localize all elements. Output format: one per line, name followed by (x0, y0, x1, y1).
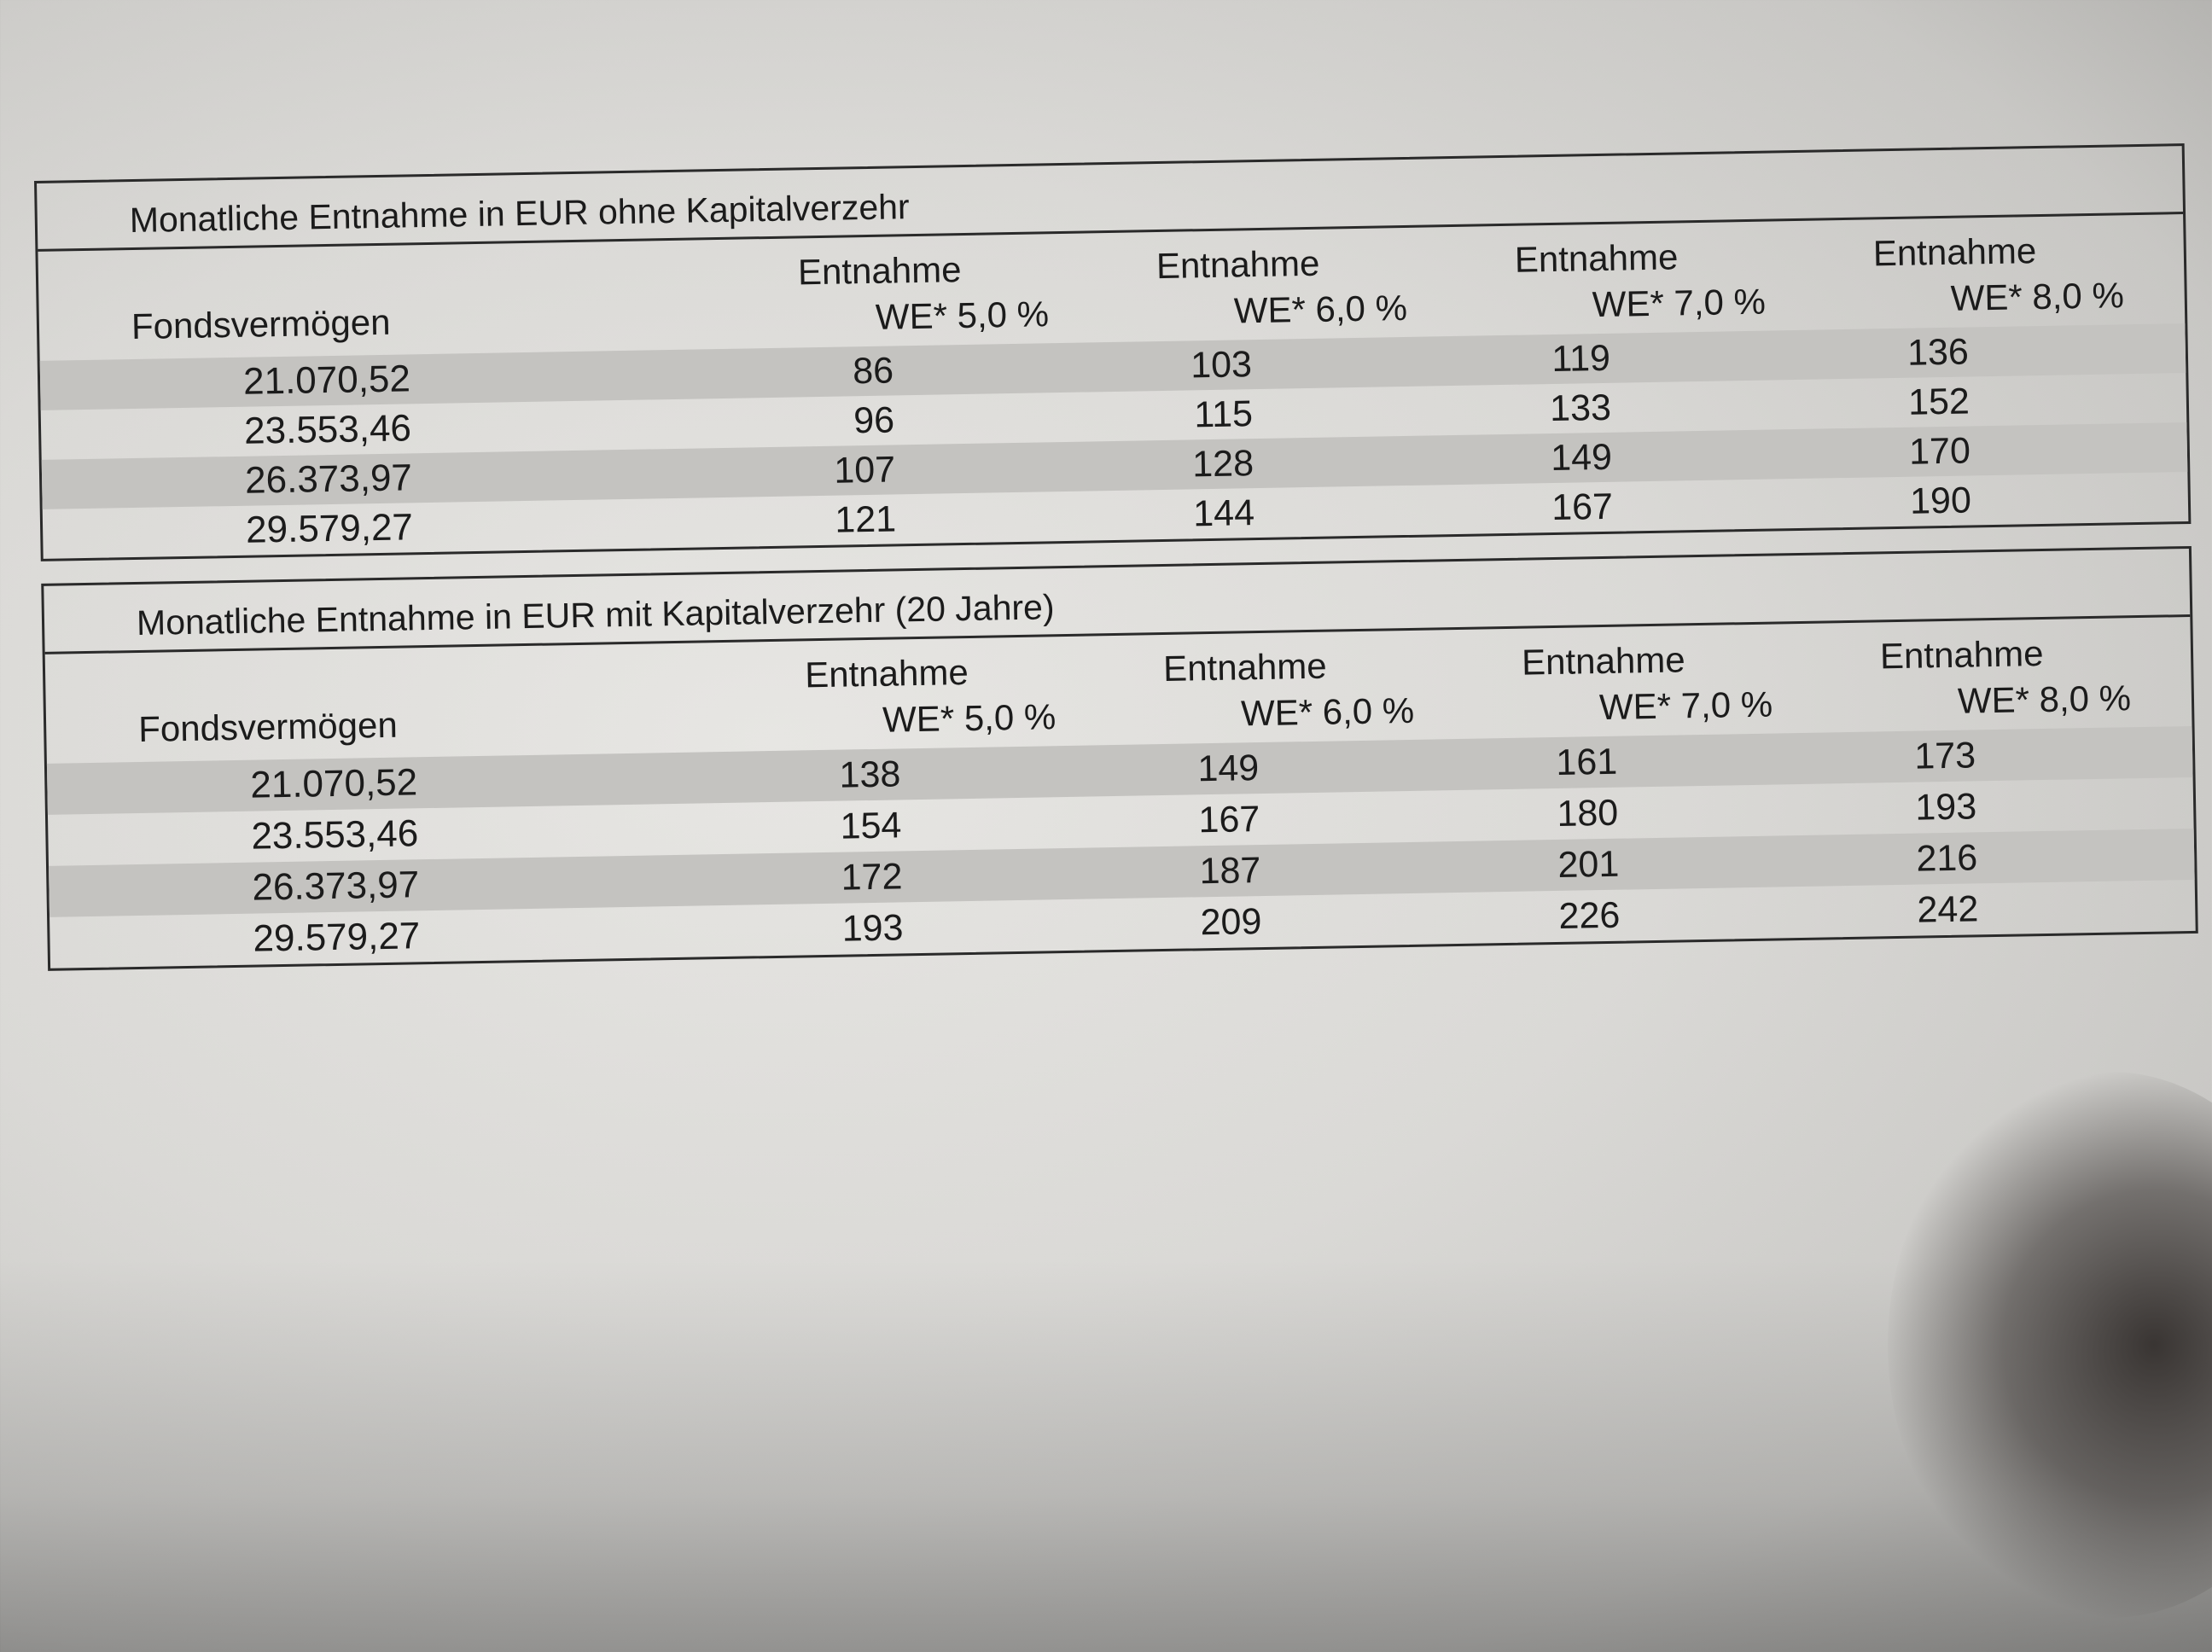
fonds-value: 29.579,27 (245, 506, 414, 551)
column-header-5-percent (762, 636, 1122, 751)
column-header-title: Entnahme (1879, 632, 2044, 677)
table-title: Monatliche Entnahme in EUR ohne Kapitalverzehr (37, 146, 2183, 252)
withdrawal-value: 172 (841, 855, 903, 899)
withdrawal-value: 173 (1913, 734, 1976, 777)
withdrawal-value: 128 (1191, 442, 1254, 485)
document-sheet (34, 143, 2198, 993)
row-header-label: Fondsvermögen (131, 301, 391, 347)
withdrawal-value: 161 (1555, 741, 1618, 783)
withdrawal-value: 170 (1908, 429, 1971, 473)
fonds-value: 26.373,97 (252, 864, 420, 909)
column-header-rate: WE* 8,0 % (1950, 275, 2125, 318)
column-header-rate: WE* 7,0 % (1592, 281, 1767, 325)
column-header-rate: WE* 8,0 % (1957, 678, 2132, 721)
column-header-rate: WE* 6,0 % (1240, 689, 1415, 734)
fonds-value: 23.553,46 (243, 407, 412, 452)
column-header-title: Entnahme (1521, 639, 1685, 683)
column-header-6-percent (1120, 630, 1480, 745)
column-header-title: Entnahme (797, 249, 962, 293)
withdrawal-value: 201 (1557, 843, 1620, 886)
column-header-title: Entnahme (804, 651, 969, 695)
fonds-value: 23.553,46 (251, 812, 419, 858)
withdrawal-value: 187 (1199, 849, 1261, 892)
withdrawal-value: 149 (1197, 747, 1260, 789)
withdrawal-value: 154 (840, 804, 902, 847)
withdrawal-value: 209 (1200, 900, 1262, 943)
fonds-value: 21.070,52 (249, 761, 418, 806)
withdrawal-value: 180 (1557, 792, 1619, 835)
withdrawal-value: 167 (1551, 486, 1614, 528)
page-shadow (0, 1259, 2212, 1652)
column-header-title: Entnahme (1872, 230, 2037, 274)
withdrawal-value: 190 (1909, 479, 1972, 522)
withdrawal-value: 242 (1917, 887, 1979, 931)
withdrawal-value: 144 (1192, 492, 1255, 534)
withdrawal-table-without-capital-consumption (34, 143, 2191, 561)
column-header-7-percent (1471, 220, 1831, 335)
column-header-6-percent (1113, 227, 1473, 342)
fonds-value: 26.373,97 (244, 457, 413, 502)
withdrawal-value: 193 (841, 906, 904, 950)
withdrawal-value: 138 (839, 753, 901, 796)
withdrawal-value: 136 (1906, 330, 1970, 374)
column-header-rate: WE* 5,0 % (882, 696, 1057, 740)
column-header-title: Entnahme (1162, 645, 1328, 689)
column-header-rate: WE* 7,0 % (1598, 683, 1773, 728)
withdrawal-value: 115 (1194, 393, 1254, 435)
column-header-rate: WE* 6,0 % (1233, 287, 1408, 331)
column-header-rate: WE* 5,0 % (875, 294, 1050, 337)
withdrawal-value: 133 (1549, 387, 1612, 429)
withdrawal-value: 226 (1558, 894, 1621, 937)
fonds-value: 21.070,52 (242, 358, 411, 403)
column-header-title: Entnahme (1155, 242, 1320, 287)
row-header-label: Fondsvermögen (137, 704, 399, 749)
withdrawal-value: 167 (1198, 798, 1260, 841)
withdrawal-value: 86 (852, 349, 894, 392)
withdrawal-value: 216 (1916, 836, 1978, 880)
withdrawal-value: 193 (1914, 785, 1977, 829)
fonds-value: 29.579,27 (253, 915, 421, 960)
column-header-8-percent (1837, 617, 2197, 732)
column-header-7-percent (1478, 623, 1838, 738)
column-header-8-percent (1830, 214, 2190, 329)
withdrawal-value: 121 (834, 497, 897, 541)
withdrawal-value: 119 (1551, 337, 1611, 380)
withdrawal-value: 96 (853, 398, 895, 441)
column-header-title: Entnahme (1514, 236, 1679, 280)
withdrawal-value: 152 (1907, 380, 1970, 423)
withdrawal-value: 103 (1190, 343, 1253, 386)
table-title: Monatliche Entnahme in EUR mit Kapitalverzehr (20 Jahre) (44, 549, 2190, 654)
withdrawal-table-with-capital-consumption (41, 546, 2198, 971)
withdrawal-value: 107 (833, 448, 896, 492)
withdrawal-value: 149 (1550, 436, 1613, 479)
column-header-5-percent (754, 233, 1115, 348)
